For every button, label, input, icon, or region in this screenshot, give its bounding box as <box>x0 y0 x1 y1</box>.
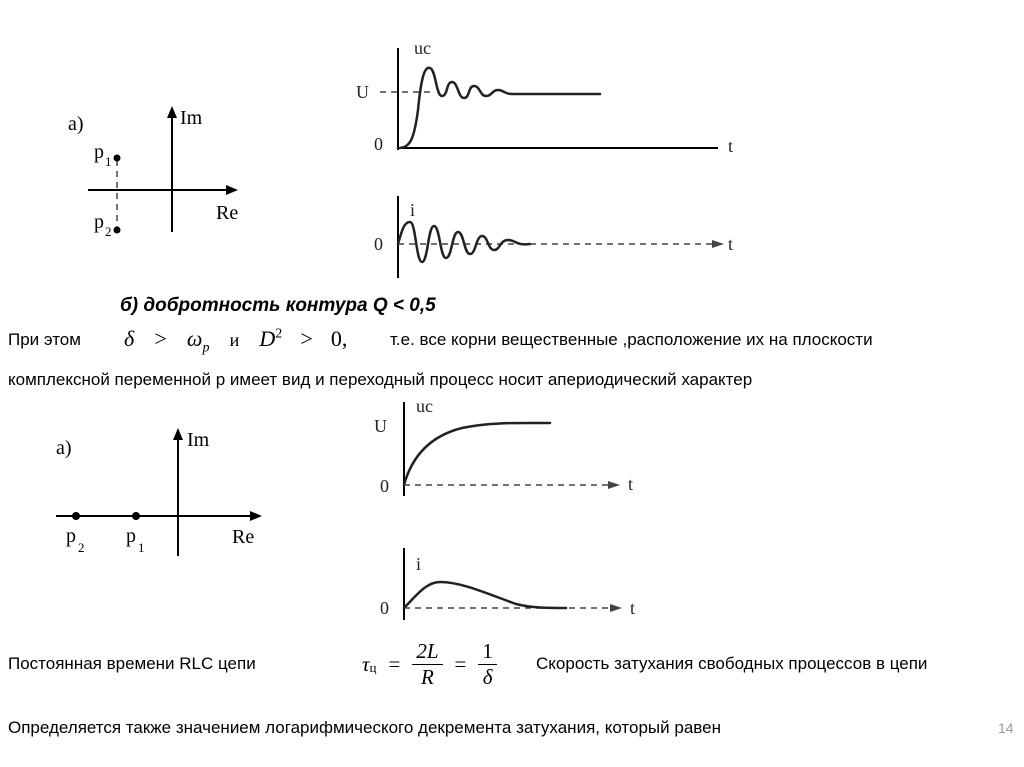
uc-tick-0: 0 <box>374 134 383 154</box>
uc-tick-u: U <box>356 82 369 102</box>
formula-delta: δ <box>124 326 135 351</box>
i-curve-bottom <box>404 582 566 608</box>
page-number: 14 <box>998 720 1014 736</box>
fraction-2l-r <box>412 639 442 690</box>
fraction2-num: 1 <box>478 639 497 665</box>
formula-omega: ω <box>186 326 203 351</box>
im-axis-label-bottom: Im <box>187 429 210 451</box>
heading: б) добротность контура Q < 0,5 <box>120 295 436 316</box>
fraction2-den: δ <box>482 664 493 689</box>
footer-text: Определяется также значением логарифмического декремента затухания, который равен <box>8 718 721 737</box>
uc-ylabel: uc <box>414 38 431 58</box>
i-x-arrow-bottom-icon <box>610 604 622 612</box>
p1-sub: 1 <box>105 154 112 169</box>
line2: комплексной переменной р имеет вид и переходный процесс носит апериодический характер <box>8 370 753 389</box>
p2-label-bottom: p <box>66 525 76 547</box>
im-axis-label: Im <box>180 107 203 129</box>
uc-tick-0-bottom: 0 <box>380 476 389 496</box>
time-constant-label: Постоянная времени RLC цепи <box>8 654 256 673</box>
equals-sign: = <box>388 651 401 676</box>
formula-zero: 0, <box>330 326 348 351</box>
fraction-den: R <box>421 664 434 689</box>
uc-xlabel-bottom: t <box>628 474 634 494</box>
p2-sub-bottom: 2 <box>78 540 85 555</box>
i-ylabel-bottom: i <box>416 554 422 574</box>
formula-tau-sub: ц <box>369 660 377 675</box>
diagram-label-bottom: а) <box>56 437 72 459</box>
re-axis-label: Re <box>216 202 239 224</box>
uc-tick-u-bottom: U <box>374 416 387 436</box>
p2-label: p <box>94 211 104 233</box>
fraction-num: 2L <box>412 639 442 665</box>
diagram-label: а) <box>68 113 84 135</box>
re-axis-label-bottom: Re <box>232 526 255 548</box>
formula-and: и <box>229 330 240 350</box>
p1-label: p <box>94 141 104 163</box>
time-constant-suffix: Скорость затухания свободных процессов в цепи <box>536 654 928 673</box>
equals-sign-2: = <box>454 651 467 676</box>
i-ylabel: i <box>410 200 416 220</box>
line1-suffix: т.е. все корни вещественные ,расположение их на плоскости <box>390 330 873 349</box>
uc-xlabel: t <box>728 136 734 156</box>
i-tick-0-bottom: 0 <box>380 598 389 618</box>
fraction-1-delta <box>478 639 497 690</box>
i-tick-0: 0 <box>374 234 383 254</box>
i-xlabel-bottom: t <box>630 598 636 618</box>
line1-prefix: При этом <box>8 330 81 349</box>
formula-d: D <box>259 326 276 351</box>
p1-sub-bottom: 1 <box>138 540 145 555</box>
gt-sign-2: > <box>300 326 313 351</box>
formula-tau: τ <box>362 651 370 676</box>
p1-label-bottom: p <box>126 525 136 547</box>
time-constant-formula <box>362 636 497 692</box>
i-xlabel: t <box>728 234 734 254</box>
p2-sub: 2 <box>105 224 112 239</box>
formula-omega-sub: p <box>202 340 210 356</box>
formula-d-sup: 2 <box>275 326 283 342</box>
uc-ylabel-bottom: uc <box>416 396 433 416</box>
gt-sign: > <box>154 326 167 351</box>
